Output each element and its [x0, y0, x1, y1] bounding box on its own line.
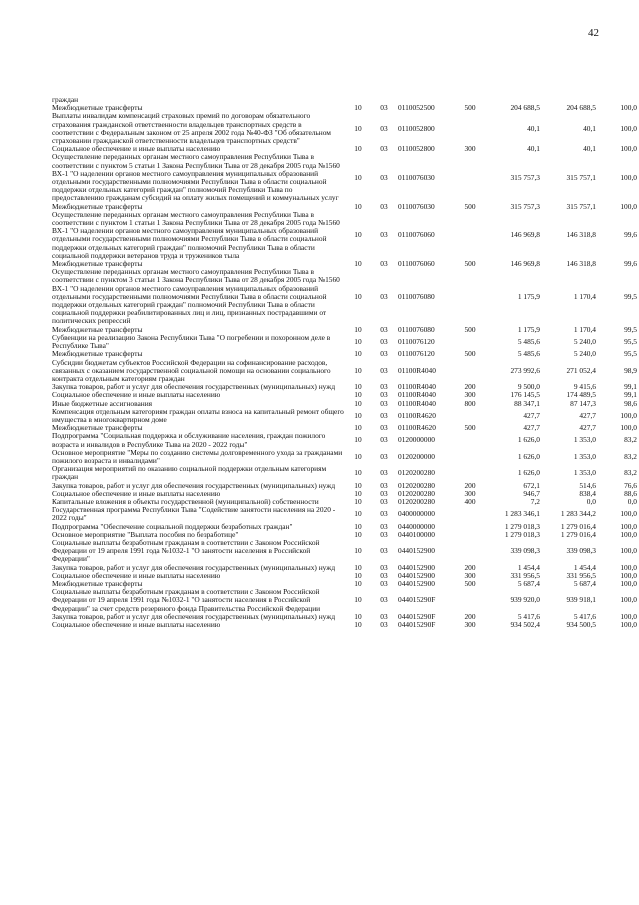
row-section: 10	[354, 423, 362, 433]
row-planned-amount: 40,1	[527, 123, 540, 133]
row-name: Межбюджетные трансферты	[52, 578, 143, 588]
page-number: 42	[588, 27, 599, 39]
row-actual-amount: 339 098,3	[566, 546, 596, 556]
row-name: Подпрограмма "Социальная поддержка и обслуживание населения, граждан пожилого возраста и инвалидов в Республике Тыва на 2020 - 2022 годы"	[52, 431, 326, 449]
row-target-article: 0110076030	[398, 172, 435, 182]
row-subsection: 03	[380, 451, 388, 461]
row-subsection: 03	[380, 578, 388, 588]
row-execution-percent: 0,0	[627, 496, 637, 506]
row-target-article: 0110076120	[398, 349, 435, 359]
row-planned-amount: 1 279 018,3	[504, 529, 540, 539]
row-execution-percent: 76,6	[624, 480, 637, 490]
row-execution-percent: 99,5	[624, 291, 637, 301]
table-row	[52, 359, 637, 384]
row-name: Межбюджетные трансферты	[52, 259, 143, 269]
row-target-article: 0120200280	[398, 496, 435, 506]
row-target-article: 0110076060	[398, 230, 435, 240]
row-planned-amount: 5 485,6	[517, 349, 540, 359]
row-actual-amount: 315 757,1	[566, 172, 596, 182]
row-target-article: 0120200000	[398, 451, 435, 461]
row-subsection: 03	[380, 546, 388, 556]
row-actual-amount: 204 688,5	[566, 103, 596, 113]
table-row	[52, 153, 637, 202]
row-target-article: 0110076060	[398, 259, 435, 269]
row-name: Подпрограмма "Обеспечение социальной поддержки безработных граждан"	[52, 521, 293, 531]
row-expense-type: 300	[464, 390, 476, 400]
row-actual-amount: 1 283 344,2	[560, 509, 596, 519]
row-section: 10	[354, 103, 362, 113]
row-execution-percent: 100,0	[620, 546, 637, 556]
row-expense-type	[456, 465, 484, 481]
table-row	[52, 465, 637, 481]
row-name: Социальное обеспечение и иные выплаты населению	[52, 390, 221, 400]
row-planned-amount: 1 279 018,3	[504, 521, 540, 531]
row-actual-amount: 174 489,5	[566, 390, 596, 400]
row-subsection: 03	[380, 324, 388, 334]
row-name: Государственная программа Республики Тыва "Содействие занятости населения на 2020 - 2022 годы"	[52, 505, 336, 523]
row-section: 10	[354, 291, 362, 301]
row-execution-percent: 83,2	[624, 451, 637, 461]
table-row	[52, 506, 637, 522]
row-name: Субвенции на реализацию Закона Республики Тыва "О погребении и похоронном деле в Республике Тыва"	[52, 332, 331, 351]
row-section: 10	[354, 336, 362, 346]
row-name: Социальные выплаты безработным гражданам в соответствии с Законом Российской Федерации от 19 апреля 1991 года №1032-1 "О занятости населения в Российской Федерации"	[52, 537, 320, 564]
row-planned-amount: 5 417,6	[517, 611, 540, 621]
row-subsection: 03	[380, 509, 388, 519]
row-actual-amount: 934 500,5	[566, 620, 596, 629]
row-expense-type	[456, 268, 484, 325]
row-section: 10	[354, 201, 362, 211]
row-section: 10	[354, 144, 362, 154]
row-subsection: 03	[380, 398, 388, 408]
row-name: Социальные выплаты безработным гражданам в соответствии с Законом Российской Федерации от 19 апреля 1991 года №1032-1 "О занятости населения в Российской Федерации" за счет средств резервного фонда Правительства Российской Федерации	[52, 587, 321, 613]
row-actual-amount: 315 757,1	[566, 201, 596, 211]
row-execution-percent: 98,6	[624, 398, 637, 408]
row-section: 10	[354, 230, 362, 240]
row-section: 10	[354, 398, 362, 408]
row-planned-amount: 946,7	[523, 488, 540, 498]
row-expense-type	[456, 523, 484, 531]
row-execution-percent: 95,5	[624, 349, 637, 359]
row-section: 10	[354, 451, 362, 461]
row-planned-amount: 427,7	[523, 410, 540, 420]
row-actual-amount: 1 170,4	[573, 324, 596, 334]
row-actual-amount: 1 279 016,4	[560, 521, 596, 531]
table-row	[52, 211, 637, 260]
table-row	[52, 112, 637, 145]
row-subsection: 03	[380, 562, 388, 572]
row-actual-amount: 838,4	[579, 488, 596, 498]
row-target-article: 0110076080	[398, 291, 435, 301]
row-planned-amount: 315 757,3	[510, 172, 540, 182]
row-target-article: 0440152900	[398, 578, 435, 588]
row-section: 10	[354, 410, 362, 420]
table-row	[52, 449, 637, 465]
row-target-article: 0400000000	[398, 509, 435, 519]
row-section: 10	[354, 595, 362, 605]
row-section: 10	[354, 480, 362, 490]
row-target-article: 0440100000	[398, 529, 435, 539]
row-subsection: 03	[380, 468, 388, 478]
row-name: Выплаты инвалидам компенсаций страховых премий по договорам обязательного страхования гражданской ответственности владельцев транспортных средств в соответствии с Федеральным законом от 25 апреля 2002 года №40-ФЗ "Об обязательном страховании гражданской ответственности владельцев транспортных средств"	[52, 111, 331, 146]
row-expense-type: 300	[464, 620, 476, 629]
row-target-article: 01100R4040	[398, 398, 436, 408]
row-expense-type	[456, 153, 484, 202]
budget-table	[52, 96, 637, 629]
row-expense-type: 200	[464, 480, 476, 490]
row-target-article: 01100R4040	[398, 382, 436, 392]
row-subsection: 03	[380, 521, 388, 531]
row-section: 10	[354, 570, 362, 580]
row-execution-percent: 100,0	[620, 201, 637, 211]
row-expense-type: 200	[464, 611, 476, 621]
row-execution-percent: 100,0	[620, 570, 637, 580]
row-actual-amount: 514,6	[579, 480, 596, 490]
row-expense-type	[456, 408, 484, 424]
row-subsection: 03	[380, 349, 388, 359]
row-expense-type: 500	[464, 349, 476, 359]
row-expense-type	[456, 506, 484, 522]
row-expense-type	[456, 449, 484, 465]
row-target-article: 0110076120	[398, 336, 435, 346]
row-expense-type	[456, 211, 484, 260]
row-planned-amount: 934 502,4	[510, 620, 540, 629]
row-name: Иные бюджетные ассигнования	[52, 398, 153, 408]
row-name: Компенсация отдельным категориям граждан оплаты взноса на капитальный ремонт общего имущества в многоквартирном доме	[52, 406, 344, 424]
row-name: Межбюджетные трансферты	[52, 103, 143, 113]
row-actual-amount: 9 415,6	[573, 382, 596, 392]
row-name: Межбюджетные трансферты	[52, 201, 143, 211]
row-actual-amount: 1 279 016,4	[560, 529, 596, 539]
row-subsection: 03	[380, 423, 388, 433]
row-subsection: 03	[380, 123, 388, 133]
row-target-article: 044015290F	[398, 611, 436, 621]
row-planned-amount: 1 175,9	[517, 324, 540, 334]
row-target-article: 0110076030	[398, 201, 435, 211]
row-subsection: 03	[380, 496, 388, 506]
row-execution-percent: 100,0	[620, 410, 637, 420]
row-planned-amount: 40,1	[527, 144, 540, 154]
row-actual-amount: 271 052,4	[566, 365, 596, 375]
row-execution-percent: 95,5	[624, 336, 637, 346]
row-name: Осуществление переданных органам местного самоуправления Республики Тыва в соответствии с пунктом 5 статьи 1 Закона Республики Тыва от 28 декабря 2005 года №1560 ВХ-1 "О наделении органов местного самоуправления муниципальных образований отдельными государственными полномочиями Республики Тыва в области социальной поддержки отдельных категорий граждан" полномочий Республики Тыва по предоставлению гражданам субсидий на оплату жилых помещений и коммунальных услуг	[52, 152, 340, 203]
row-planned-amount: 88 347,1	[514, 398, 540, 408]
row-actual-amount: 939 918,1	[566, 595, 596, 605]
row-name: Закупка товаров, работ и услуг для обеспечения государственных (муниципальных) нужд	[52, 611, 336, 621]
row-planned-amount: 273 992,6	[510, 365, 540, 375]
row-target-article: 0110052800	[398, 144, 435, 154]
row-planned-amount: 1 283 346,1	[504, 509, 540, 519]
row-actual-amount: 87 147,3	[570, 398, 596, 408]
row-expense-type: 300	[464, 570, 476, 580]
row-subsection: 03	[380, 144, 388, 154]
row-planned-amount: 5 485,6	[517, 336, 540, 346]
row-execution-percent: 99,1	[624, 382, 637, 392]
row-target-article: 01100R4040	[398, 390, 436, 400]
row-name: Организация мероприятий по оказанию социальной поддержки отдельным категориям граждан	[52, 464, 327, 482]
row-section: 10	[354, 123, 362, 133]
row-actual-amount: 0,0	[586, 496, 596, 506]
row-execution-percent: 100,0	[620, 144, 637, 154]
row-actual-amount: 5 240,0	[573, 336, 596, 346]
row-section: 10	[354, 521, 362, 531]
row-target-article: 044015290F	[398, 595, 436, 605]
row-actual-amount: 5 687,4	[573, 578, 596, 588]
row-actual-amount: 40,1	[583, 144, 596, 154]
row-planned-amount: 427,7	[523, 423, 540, 433]
row-name: Осуществление переданных органам местного самоуправления Республики Тыва в соответствии с пунктом 3 статьи 1 Закона Республики Тыва от 28 декабря 2005 года №1560 ВХ-1 "О наделении органов местного самоуправления муниципальных образований отдельными государственными полномочиями Республики Тыва в области социальной поддержки отдельных категорий граждан" полномочий Республики Тыва в области социальной поддержки реабилитированных лиц и лиц, признанных пострадавшими от политических репрессий	[52, 267, 340, 326]
row-section: 10	[354, 390, 362, 400]
row-subsection: 03	[380, 390, 388, 400]
row-expense-type	[456, 112, 484, 145]
row-subsection: 03	[380, 103, 388, 113]
row-actual-amount: 1 353,0	[573, 435, 596, 445]
row-target-article: 0120200280	[398, 488, 435, 498]
row-target-article: 0440152900	[398, 570, 435, 580]
row-subsection: 03	[380, 230, 388, 240]
row-section: 10	[354, 496, 362, 506]
row-target-article: 0440152900	[398, 546, 435, 556]
row-execution-percent: 100,0	[620, 562, 637, 572]
row-name: Межбюджетные трансферты	[52, 423, 143, 433]
row-name: Основное мероприятие "Выплата пособия по безработице"	[52, 529, 239, 539]
row-expense-type: 200	[464, 382, 476, 392]
row-actual-amount: 427,7	[579, 410, 596, 420]
row-target-article: 01100R4620	[398, 423, 436, 433]
row-target-article: 0110076080	[398, 324, 435, 334]
row-section: 10	[354, 468, 362, 478]
row-execution-percent: 100,0	[620, 521, 637, 531]
row-target-article: 0440152900	[398, 562, 435, 572]
row-actual-amount: 146 318,8	[566, 230, 596, 240]
row-actual-amount: 146 318,8	[566, 259, 596, 269]
row-name: Осуществление переданных органам местного самоуправления Республики Тыва в соответствии с пунктом 1 статьи 1 Закона Республики Тыва от 28 декабря 2005 года №1560 ВХ-1 "О наделении органов местного самоуправления муниципальных образований отдельными государственными полномочиями Республики Тыва в области социальной поддержки отдельных категорий граждан" полномочий Республики Тыва в области социальной поддержки ветеранов труда и тружеников тыла	[52, 209, 340, 260]
table-row	[52, 588, 637, 613]
table-row	[52, 539, 637, 564]
row-execution-percent: 100,0	[620, 611, 637, 621]
row-section: 10	[354, 259, 362, 269]
row-subsection: 03	[380, 172, 388, 182]
row-expense-type	[456, 588, 484, 613]
row-actual-amount: 1 170,4	[573, 291, 596, 301]
row-section: 10	[354, 349, 362, 359]
row-section: 10	[354, 562, 362, 572]
row-name: Межбюджетные трансферты	[52, 324, 143, 334]
row-planned-amount: 7,2	[530, 496, 540, 506]
row-subsection: 03	[380, 570, 388, 580]
row-subsection: 03	[380, 488, 388, 498]
table-row	[52, 621, 637, 629]
row-section: 10	[354, 435, 362, 445]
row-subsection: 03	[380, 336, 388, 346]
row-execution-percent: 99,6	[624, 259, 637, 269]
row-actual-amount: 1 353,0	[573, 468, 596, 478]
table-row	[52, 268, 637, 325]
row-subsection: 03	[380, 410, 388, 420]
row-name: Межбюджетные трансферты	[52, 349, 143, 359]
row-planned-amount: 146 969,8	[510, 230, 540, 240]
row-section: 10	[354, 382, 362, 392]
row-actual-amount: 427,7	[579, 423, 596, 433]
row-subsection: 03	[380, 435, 388, 445]
row-name: Закупка товаров, работ и услуг для обеспечения государственных (муниципальных) нужд	[52, 562, 336, 572]
row-expense-type: 500	[464, 423, 476, 433]
row-subsection: 03	[380, 595, 388, 605]
row-target-article: 0110052500	[398, 103, 435, 113]
row-expense-type	[456, 334, 484, 350]
row-planned-amount: 1 626,0	[517, 468, 540, 478]
row-target-article: 0440000000	[398, 521, 435, 531]
row-expense-type: 300	[464, 488, 476, 498]
row-target-article: 01100R4620	[398, 410, 436, 420]
row-subsection: 03	[380, 291, 388, 301]
row-subsection: 03	[380, 365, 388, 375]
row-expense-type: 500	[464, 324, 476, 334]
row-actual-amount: 1 353,0	[573, 451, 596, 461]
row-execution-percent: 100,0	[620, 103, 637, 113]
row-planned-amount: 331 956,5	[510, 570, 540, 580]
row-expense-type	[456, 359, 484, 384]
row-execution-percent: 100,0	[620, 423, 637, 433]
row-section: 10	[354, 172, 362, 182]
row-name: Основное мероприятие "Меры по созданию системы долговременного ухода за гражданами пожилого возраста и инвалидами"	[52, 447, 343, 465]
row-expense-type: 500	[464, 103, 476, 113]
row-execution-percent: 83,2	[624, 435, 637, 445]
row-planned-amount: 9 500,0	[517, 382, 540, 392]
row-expense-type	[456, 539, 484, 564]
row-expense-type: 500	[464, 259, 476, 269]
row-subsection: 03	[380, 529, 388, 539]
row-name: Субсидии бюджетам субъектов Российской Федерации на софинансирование расходов, связанных с оказанием государственной социальной помощи на основании социального контракта отдельным категориям граждан	[52, 357, 331, 383]
row-planned-amount: 1 454,4	[517, 562, 540, 572]
row-name: граждан	[52, 95, 79, 104]
row-subsection: 03	[380, 611, 388, 621]
row-execution-percent: 100,0	[620, 123, 637, 133]
row-subsection: 03	[380, 382, 388, 392]
row-planned-amount: 672,1	[523, 480, 540, 490]
row-name: Капитальные вложения в объекты государственной (муниципальной) собственности	[52, 496, 319, 506]
row-expense-type: 500	[464, 201, 476, 211]
row-name: Закупка товаров, работ и услуг для обеспечения государственных (муниципальных) нужд	[52, 480, 336, 490]
row-actual-amount: 331 956,5	[566, 570, 596, 580]
row-expense-type: 500	[464, 578, 476, 588]
row-target-article: 0110052800	[398, 123, 435, 133]
row-section: 10	[354, 546, 362, 556]
table-row	[52, 334, 637, 350]
row-actual-amount: 1 454,4	[573, 562, 596, 572]
row-target-article: 044015290F	[398, 620, 436, 629]
row-subsection: 03	[380, 201, 388, 211]
row-target-article: 01100R4040	[398, 365, 436, 375]
table-body	[52, 96, 637, 629]
row-target-article: 0120200280	[398, 468, 435, 478]
row-name: Социальное обеспечение и иные выплаты населению	[52, 570, 221, 580]
row-planned-amount: 315 757,3	[510, 201, 540, 211]
row-name: Закупка товаров, работ и услуг для обеспечения государственных (муниципальных) нужд	[52, 382, 336, 392]
row-planned-amount: 939 920,0	[510, 595, 540, 605]
row-expense-type: 400	[464, 496, 476, 506]
row-execution-percent: 83,2	[624, 468, 637, 478]
row-execution-percent: 100,0	[620, 529, 637, 539]
row-section: 10	[354, 529, 362, 539]
row-planned-amount: 176 145,5	[510, 390, 540, 400]
row-actual-amount: 40,1	[583, 123, 596, 133]
row-target-article: 0120000000	[398, 435, 435, 445]
row-name: Социальное обеспечение и иные выплаты населению	[52, 144, 221, 154]
row-actual-amount: 5 417,6	[573, 611, 596, 621]
row-section: 10	[354, 620, 362, 629]
row-section: 10	[354, 365, 362, 375]
row-planned-amount: 1 626,0	[517, 451, 540, 461]
row-planned-amount: 204 688,5	[510, 103, 540, 113]
row-section: 10	[354, 578, 362, 588]
row-planned-amount: 1 626,0	[517, 435, 540, 445]
row-section: 10	[354, 324, 362, 334]
row-execution-percent: 100,0	[620, 620, 637, 629]
row-execution-percent: 99,6	[624, 230, 637, 240]
row-planned-amount: 5 687,4	[517, 578, 540, 588]
row-execution-percent: 99,1	[624, 390, 637, 400]
row-planned-amount: 1 175,9	[517, 291, 540, 301]
row-execution-percent: 88,6	[624, 488, 637, 498]
row-expense-type	[456, 531, 484, 539]
row-section: 10	[354, 488, 362, 498]
row-execution-percent: 99,5	[624, 324, 637, 334]
row-section: 10	[354, 611, 362, 621]
row-execution-percent: 98,9	[624, 365, 637, 375]
row-actual-amount: 5 240,0	[573, 349, 596, 359]
row-expense-type: 200	[464, 562, 476, 572]
table-row	[52, 432, 637, 448]
row-target-article: 0120200280	[398, 480, 435, 490]
row-expense-type: 800	[464, 398, 476, 408]
row-expense-type	[456, 432, 484, 448]
row-execution-percent: 100,0	[620, 509, 637, 519]
row-planned-amount: 146 969,8	[510, 259, 540, 269]
table-row	[52, 408, 637, 424]
row-planned-amount: 339 098,3	[510, 546, 540, 556]
row-name: Социальное обеспечение и иные выплаты населению	[52, 620, 221, 629]
row-execution-percent: 100,0	[620, 172, 637, 182]
row-subsection: 03	[380, 620, 388, 629]
row-subsection: 03	[380, 480, 388, 490]
row-expense-type: 300	[464, 144, 476, 154]
row-name: Социальное обеспечение и иные выплаты населению	[52, 488, 221, 498]
row-execution-percent: 100,0	[620, 578, 637, 588]
row-execution-percent: 100,0	[620, 595, 637, 605]
row-section: 10	[354, 509, 362, 519]
row-subsection: 03	[380, 259, 388, 269]
